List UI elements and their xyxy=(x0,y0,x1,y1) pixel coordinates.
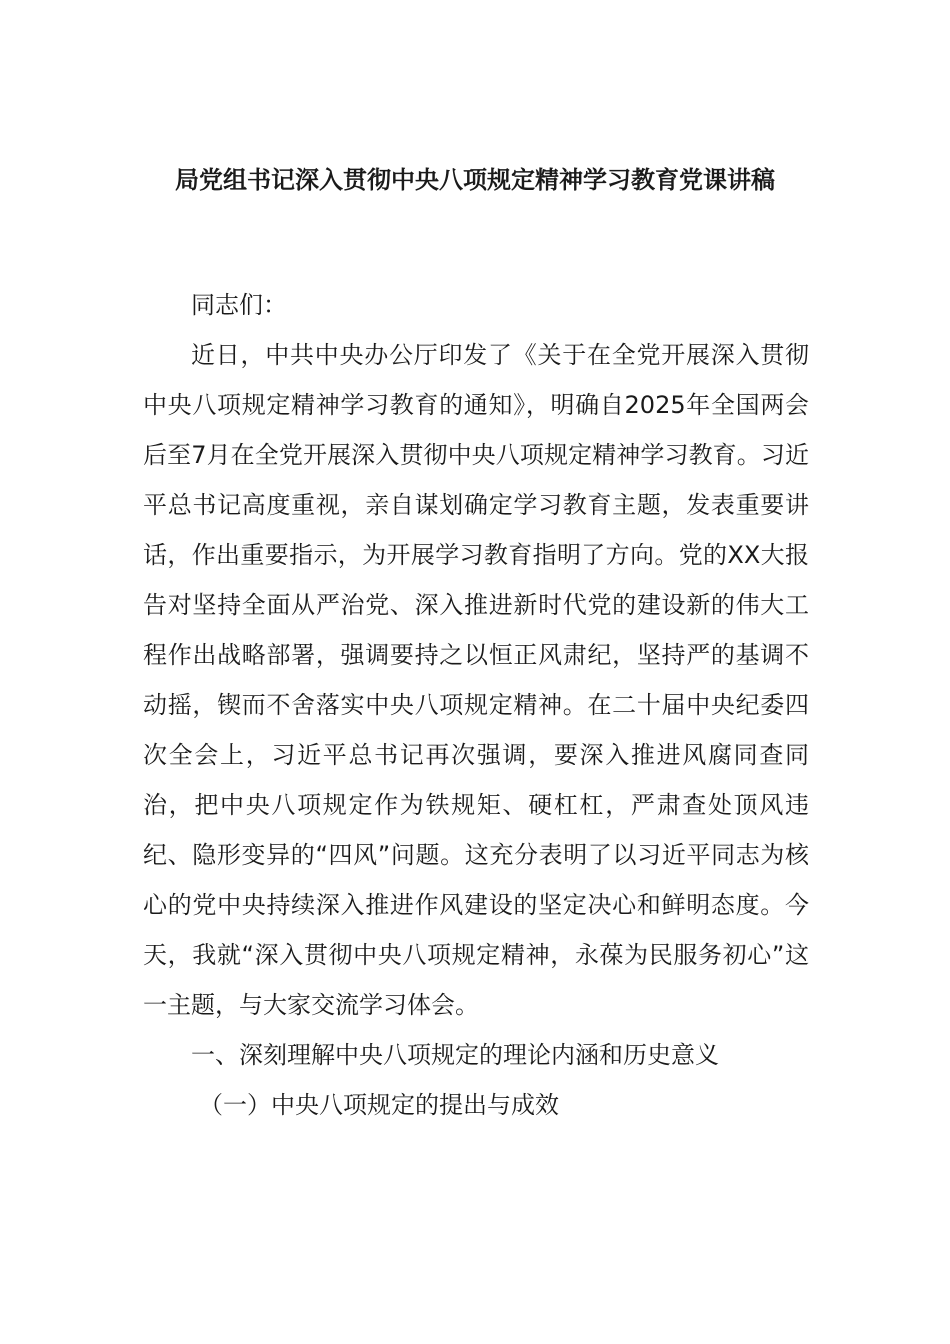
document-title: 局党组书记深入贯彻中央八项规定精神学习教育党课讲稿 xyxy=(175,166,775,194)
document-body xyxy=(143,280,809,1130)
subsection-heading: （一）中央八项规定的提出与成效 xyxy=(199,1091,559,1119)
section-heading: 一、深刻理解中央八项规定的理论内涵和历史意义 xyxy=(191,1041,719,1069)
salutation: 同志们： xyxy=(191,291,287,319)
body-paragraph: 近日，中共中央办公厅印发了《关于在全党开展深入贯彻中央八项规定精神学习教育的通知》，明确自2025年全国两会后至7月在全党开展深入贯彻中央八项规定精神学习教育。习近平总书记高度重视，亲自谋划确定学习教育主题，发表重要讲话，作出重要指示，为开展学习教育指明了方向。党的XX大报告对坚持全面从严治党、深入推进新时代党的建设新的伟大工程作出战略部署，强调要持之以恒正风肃纪，坚持严的基调不动摇，锲而不舍落实中央八项规定精神。在二十届中央纪委四次全会上，习近平总书记再次强调，要深入推进风腐同查同治，把中央八项规定作为铁规矩、硬杠杠，严肃查处顶风违纪、隐形变异的“四风”问题。这充分表明了以习近平同志为核心的党中央持续深入推进作风建设的坚定决心和鲜明态度。今天，我就“深入贯彻中央八项规定精神，永葆为民服务初心”这一主题，与大家交流学习体会。 xyxy=(143,341,809,1019)
